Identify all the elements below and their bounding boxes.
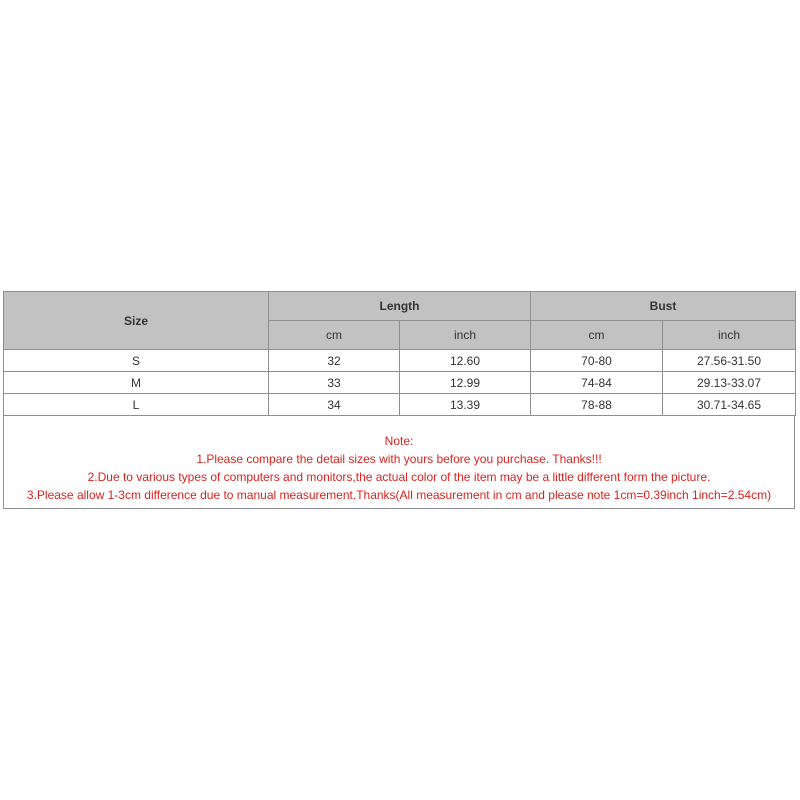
header-size: Size bbox=[4, 292, 269, 350]
note-line-1: 1.Please compare the detail sizes with yours before you purchase. Thanks!!! bbox=[196, 452, 602, 466]
size-chart bbox=[3, 291, 795, 509]
size-table bbox=[3, 291, 796, 416]
header-bust: Bust bbox=[531, 292, 796, 321]
table-row bbox=[4, 394, 796, 416]
cell-length-cm: 33 bbox=[269, 372, 400, 394]
header-bust-inch: inch bbox=[663, 321, 796, 350]
cell-bust-inch: 30.71-34.65 bbox=[663, 394, 796, 416]
header-length: Length bbox=[269, 292, 531, 321]
cell-size: S bbox=[4, 350, 269, 372]
table-row bbox=[4, 350, 796, 372]
cell-length-inch: 13.39 bbox=[400, 394, 531, 416]
cell-length-cm: 34 bbox=[269, 394, 400, 416]
notes-box bbox=[3, 416, 795, 509]
note-line-3: 3.Please allow 1-3cm difference due to manual measurement.Thanks(All measurement in cm and please note 1cm=0.39inch 1inch=2.54cm) bbox=[26, 488, 772, 502]
note-line-2: 2.Due to various types of computers and monitors,the actual color of the item may be a little different form the picture. bbox=[87, 470, 711, 484]
cell-bust-cm: 78-88 bbox=[531, 394, 663, 416]
cell-bust-cm: 70-80 bbox=[531, 350, 663, 372]
cell-length-cm: 32 bbox=[269, 350, 400, 372]
cell-size: M bbox=[4, 372, 269, 394]
header-length-inch: inch bbox=[400, 321, 531, 350]
notes-title: Note: bbox=[384, 434, 414, 448]
table-row bbox=[4, 372, 796, 394]
table-header-row bbox=[4, 292, 796, 321]
cell-length-inch: 12.99 bbox=[400, 372, 531, 394]
cell-length-inch: 12.60 bbox=[400, 350, 531, 372]
cell-bust-cm: 74-84 bbox=[531, 372, 663, 394]
cell-bust-inch: 27.56-31.50 bbox=[663, 350, 796, 372]
cell-bust-inch: 29.13-33.07 bbox=[663, 372, 796, 394]
header-length-cm: cm bbox=[269, 321, 400, 350]
cell-size: L bbox=[4, 394, 269, 416]
header-bust-cm: cm bbox=[531, 321, 663, 350]
